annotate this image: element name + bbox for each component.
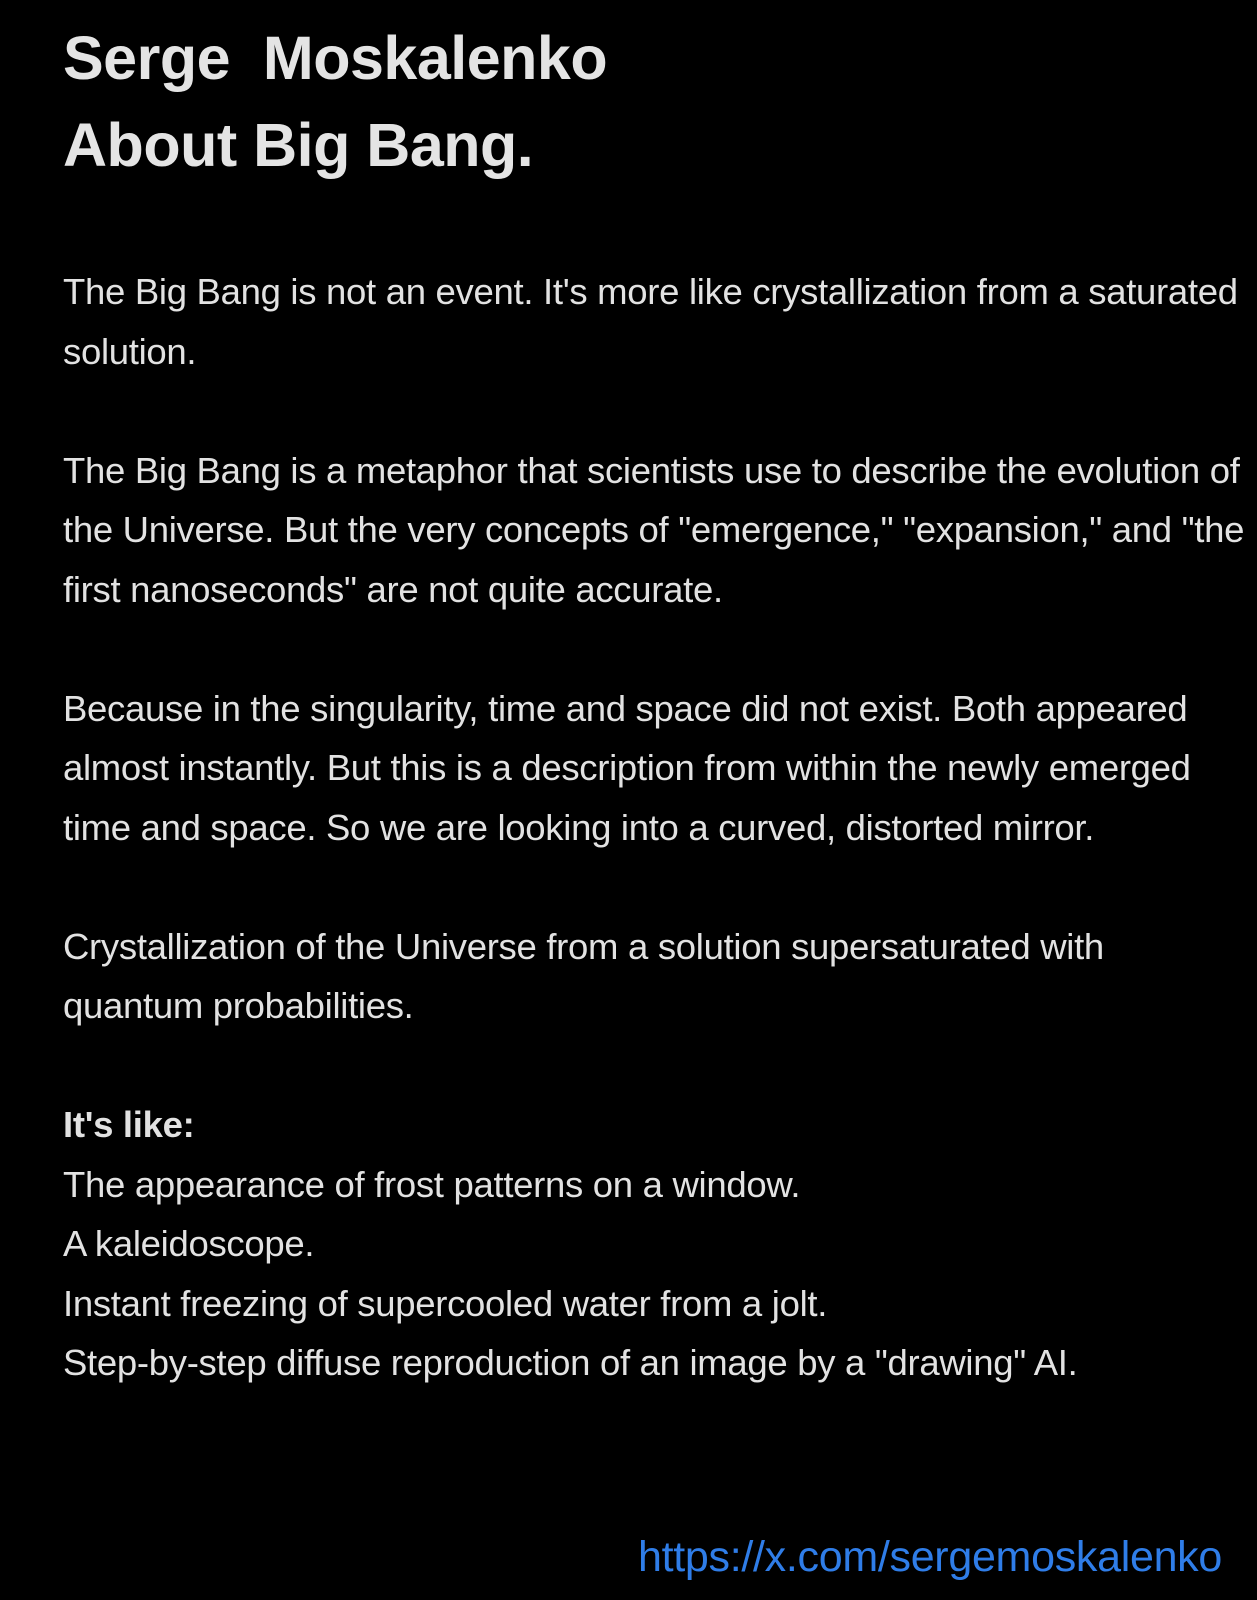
paragraph-3: Because in the singularity, time and space did not exist. Both appeared almost instantly. But this is a description from within the newly emerged time and space. So we are looking into a curved, distorted mirror. [63,687,1191,848]
analogy-heading: It's like: [63,1104,195,1145]
list-item: Instant freezing of supercooled water from a jolt. [63,1282,828,1324]
spacer [63,857,1253,917]
analogy-list [63,1095,1253,1393]
list-item: Step-by-step diffuse reproduction of an image by a "drawing" AI. [63,1342,1078,1383]
list-item: A kaleidoscope. [63,1223,315,1264]
header [63,0,1253,189]
paragraph-4: Crystallization of the Universe from a solution supersaturated with quantum probabilities. [63,925,1104,1026]
paragraph-1: The Big Bang is not an event. It's more like crystallization from a saturated solution. [63,271,1238,372]
spacer [63,381,1253,441]
footer [638,1531,1222,1583]
article [63,0,1253,1393]
spacer [63,189,1253,262]
page-title: About Big Bang. [63,111,534,179]
spacer [63,619,1253,679]
author-name: Serge Moskalenko [63,24,608,92]
spacer [63,1036,1253,1096]
profile-link[interactable]: https://x.com/sergemoskalenko [638,1533,1222,1581]
paragraph-2: The Big Bang is a metaphor that scientists use to describe the evolution of the Universe. But the very concepts of "emergence," "expansion," and "the first nanoseconds" are not quite accurate. [63,449,1245,610]
list-item: The appearance of frost patterns on a window. [63,1163,801,1205]
